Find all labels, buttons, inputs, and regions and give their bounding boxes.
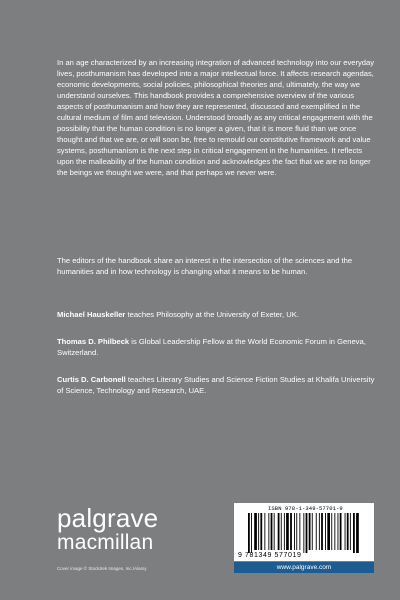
editor-name: Thomas D. Philbeck xyxy=(57,337,130,346)
editor-name: Curtis D. Carbonell xyxy=(57,375,126,384)
barcode-bar xyxy=(290,513,292,550)
editors-interest-paragraph: The editors of the handbook share an interest in the intersection of the sciences and the humanities and in how technology is changing what it means to be human. xyxy=(57,256,353,276)
barcode-bar xyxy=(309,513,311,550)
barcode-bar xyxy=(331,513,332,550)
barcode-bar xyxy=(294,513,295,550)
barcode-bar xyxy=(271,513,273,550)
editor-bio xyxy=(57,336,375,358)
barcode-bar xyxy=(353,513,355,553)
barcode-panel xyxy=(234,503,374,561)
barcode-bar xyxy=(260,513,262,550)
barcode-bar xyxy=(251,513,252,553)
editor-bio xyxy=(57,374,375,396)
barcode-bar xyxy=(278,513,280,550)
publisher-logo-line2: macmillan xyxy=(57,531,154,554)
editor-bio-text: is Global Leadership Fellow at the World Economic Forum in Geneva, Switzerland. xyxy=(57,337,366,357)
barcode-bar xyxy=(248,513,250,553)
isbn-label: ISBN 978-1-349-57701-9 xyxy=(268,505,343,512)
editor-bio xyxy=(57,309,375,320)
editors-interest-section xyxy=(57,255,375,277)
barcode-bar xyxy=(258,513,259,550)
barcode-bar xyxy=(321,513,323,550)
barcode-bar xyxy=(264,513,265,550)
barcode-bar xyxy=(325,513,326,550)
barcode-bar xyxy=(319,513,320,550)
blurb-paragraph: In an age characterized by an increasing integration of advanced technology into our everyday lives, posthumanism has developed into a major intellectual force. It affects research agendas, economic developments, social policies, philosophical theories and, ultimately, the way we understand ourselves. This handbook provides a comprehensive overview of the various aspects of posthumanism and how they are represented, discussed and exemplified in the cultural medium of film and television. Understood broadly as any critical engagement with the possibility that the human condition is no longer a given, that it is more fluid than we once thought and that we are, or will soon be, free to remould our constitutive framework and value systems, posthumanism is the next step in critical engagement in the humanities. It reflects upon the malleability of the human condition and acknowledges the fact that we are no longer the beings we thought we were, and that perhaps we never were. xyxy=(57,58,375,177)
barcode-bar xyxy=(299,513,300,550)
barcode-bar xyxy=(274,513,275,550)
barcode-bar xyxy=(286,513,289,550)
barcode-bar xyxy=(316,513,317,550)
editor-name: Michael Hauskeller xyxy=(57,310,126,319)
barcode-bar xyxy=(284,513,285,550)
barcode-bar xyxy=(254,513,257,550)
publisher-website-link[interactable]: www.palgrave.com xyxy=(234,562,374,573)
barcode-bar xyxy=(334,513,335,550)
editor-bio-text: teaches Philosophy at the University of Exeter, UK. xyxy=(125,310,299,319)
publisher-logo-line1: palgrave xyxy=(57,503,159,533)
blurb-section xyxy=(57,57,375,178)
barcode-bar xyxy=(356,513,359,553)
editor-bio-text: teaches Literary Studies and Science Fiction Studies at Khalifa University of Science, Technology and Research, UAE. xyxy=(57,375,375,395)
barcode-bar xyxy=(312,513,313,550)
image-credit: Cover image © Stocktrek Images, Inc./Alamy xyxy=(57,566,147,571)
barcode-bar xyxy=(345,513,346,550)
barcode-bar xyxy=(296,513,297,550)
barcode-bar xyxy=(340,513,342,550)
barcode-bar xyxy=(347,513,349,550)
barcode-bar xyxy=(350,513,351,550)
barcode-bar xyxy=(306,513,308,553)
barcode-bar xyxy=(281,513,282,550)
publisher-logo xyxy=(57,505,158,553)
barcode-bar xyxy=(327,513,330,550)
barcode-digits: 9 781349 577019 xyxy=(238,552,302,559)
barcode-bar xyxy=(338,513,339,550)
barcode-bar xyxy=(268,513,269,550)
barcode-bar xyxy=(303,513,304,553)
